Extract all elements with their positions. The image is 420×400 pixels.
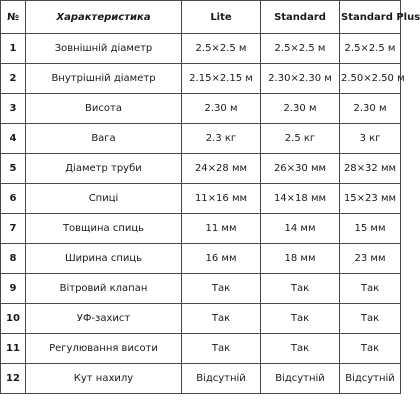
standard-value: Так [261,304,340,334]
characteristic-cell: Зовнішній діаметр [26,34,182,64]
characteristic-cell: Вітровий клапан [26,274,182,304]
row-number: 10 [1,304,26,334]
row-number: 12 [1,364,26,394]
header-lite: Lite [182,1,261,34]
characteristic-cell: Спиці [26,184,182,214]
table-row [1,34,401,64]
row-number: 7 [1,214,26,244]
row-number: 1 [1,34,26,64]
standard-plus-value: 15 мм [340,214,401,244]
characteristic-cell: Товщина спиць [26,214,182,244]
lite-value: 2.3 кг [182,124,261,154]
table-row [1,304,401,334]
lite-value: 11×16 мм [182,184,261,214]
lite-value: 24×28 мм [182,154,261,184]
standard-value: 2.30×2.30 м [261,64,340,94]
standard-value: Відсутній [261,364,340,394]
standard-value: 14 мм [261,214,340,244]
table-body [1,34,405,394]
standard-value: 2.30 м [261,94,340,124]
table-row [1,274,401,304]
header-standard-plus: Standard Plus [340,1,401,34]
standard-plus-value: Так [340,274,401,304]
lite-value: 2.5×2.5 м [182,34,261,64]
table-header [1,1,420,34]
standard-value: 18 мм [261,244,340,274]
lite-value: 2.15×2.15 м [182,64,261,94]
table-row [1,214,401,244]
characteristic-cell: Внутрішній діаметр [26,64,182,94]
row-number: 6 [1,184,26,214]
characteristic-cell: УФ-захист [26,304,182,334]
table-row [1,244,401,274]
standard-plus-value: Так [340,334,401,364]
row-number: 4 [1,124,26,154]
table-row [1,334,401,364]
table-row [1,64,401,94]
table-row [1,124,401,154]
standard-value: 2.5 кг [261,124,340,154]
standard-plus-value: 15×23 мм [340,184,401,214]
row-number: 2 [1,64,26,94]
standard-value: 14×18 мм [261,184,340,214]
standard-plus-value: 2.5×2.5 м [340,34,401,64]
header-number: № [1,1,26,34]
characteristic-cell: Діаметр труби [26,154,182,184]
row-number: 5 [1,154,26,184]
standard-plus-value: 2.30 м [340,94,401,124]
standard-value: 26×30 мм [261,154,340,184]
standard-plus-value: Відсутній [340,364,401,394]
header-characteristic: Характеристика [26,1,182,34]
standard-plus-value: 2.50×2.50 м [340,64,401,94]
lite-value: 2.30 м [182,94,261,124]
row-number: 8 [1,244,26,274]
standard-plus-value: Так [340,304,401,334]
standard-plus-value: 3 кг [340,124,401,154]
standard-value: Так [261,334,340,364]
lite-value: Так [182,334,261,364]
standard-value: 2.5×2.5 м [261,34,340,64]
lite-value: Так [182,304,261,334]
row-number: 9 [1,274,26,304]
row-number: 11 [1,334,26,364]
standard-plus-value: 28×32 мм [340,154,401,184]
table-row [1,364,401,394]
row-number: 3 [1,94,26,124]
table-row [1,154,401,184]
table-row [1,94,401,124]
lite-value: 16 мм [182,244,261,274]
header-standard: Standard [261,1,340,34]
lite-value: 11 мм [182,214,261,244]
standard-plus-value: 23 мм [340,244,401,274]
characteristic-cell: Регулювання висоти [26,334,182,364]
characteristic-cell: Ширина спиць [26,244,182,274]
header-row [1,1,401,34]
characteristic-cell: Кут нахилу [26,364,182,394]
lite-value: Відсутній [182,364,261,394]
standard-value: Так [261,274,340,304]
lite-value: Так [182,274,261,304]
characteristic-cell: Висота [26,94,182,124]
table-row [1,184,401,214]
characteristic-cell: Вага [26,124,182,154]
